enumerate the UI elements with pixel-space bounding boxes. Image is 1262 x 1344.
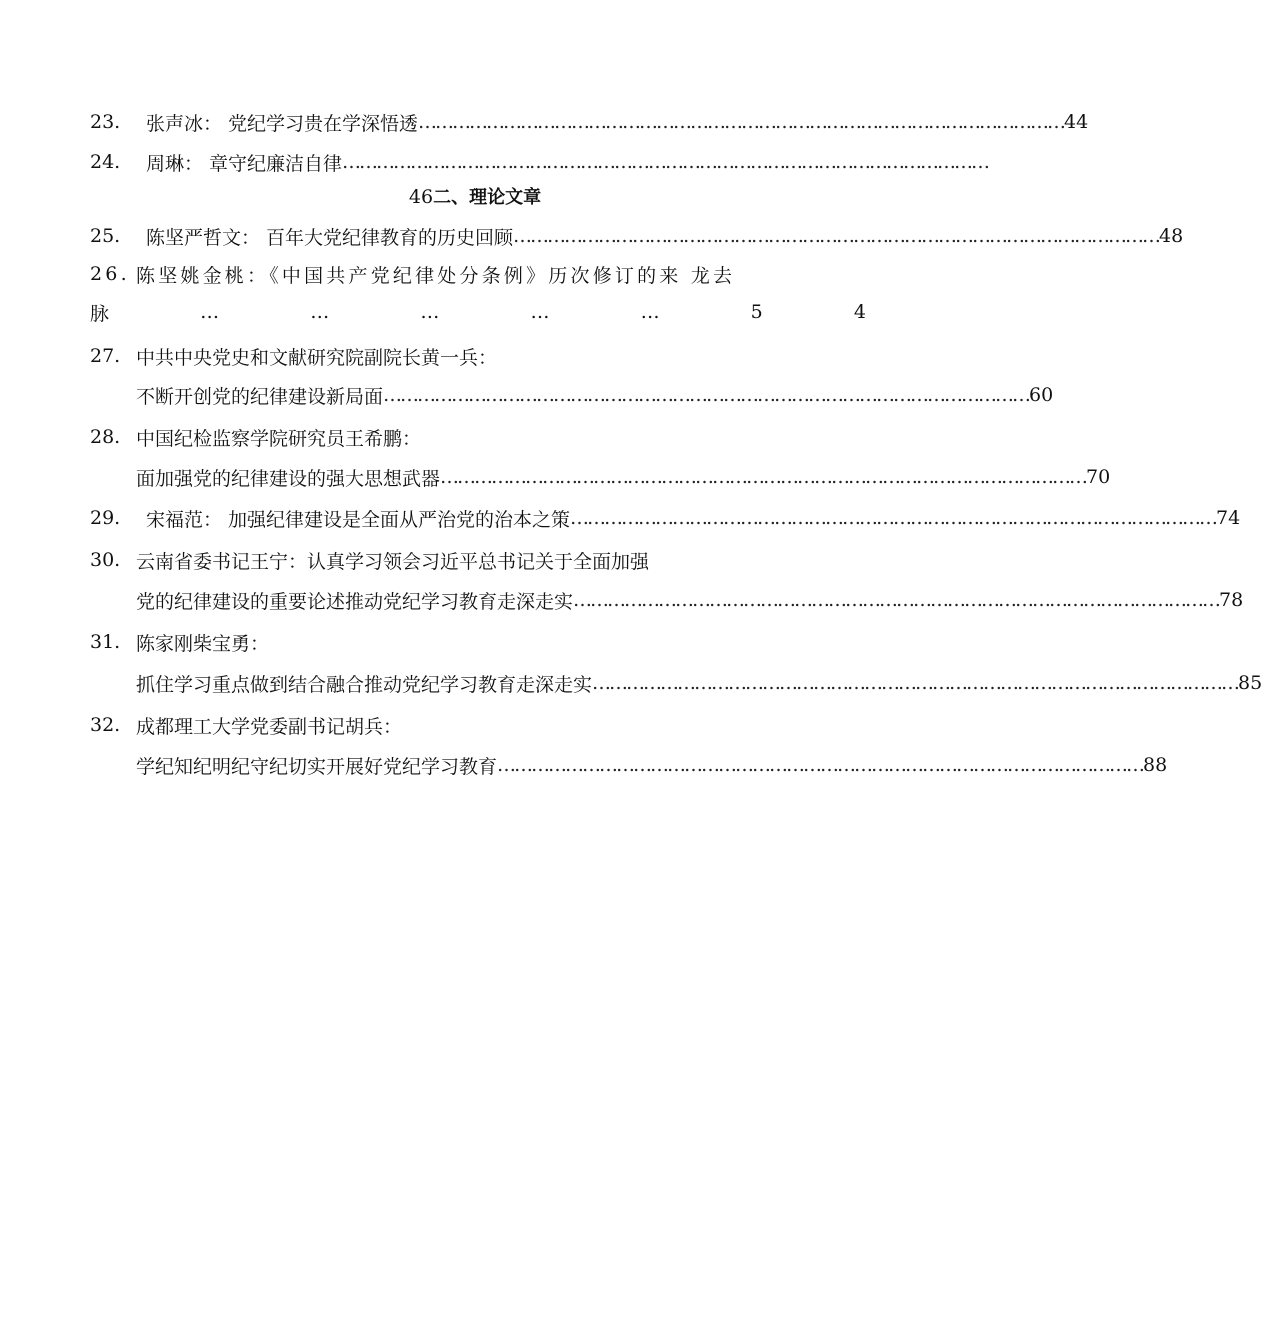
toc-entry-28[interactable] xyxy=(90,419,866,455)
toc-entry-31[interactable] xyxy=(90,624,866,660)
entry-title: 张声冰： 党纪学习贵在学深悟透 xyxy=(146,112,419,135)
leader-dots: …………………………………………………………………………………………………… xyxy=(418,111,1065,133)
section-heading xyxy=(0,180,950,214)
leader-dots: …………………………………………………………………………………………………… xyxy=(497,754,1144,776)
ellipsis: … xyxy=(640,301,660,323)
toc-entry-32[interactable] xyxy=(90,707,866,743)
entry-title: 成都理工大学党委副书记胡兵： xyxy=(136,715,403,738)
entry-subtitle: 不断开创党的纪律建设新局面 xyxy=(136,385,384,408)
leader-dots: …………………………………………………………………………………………………… xyxy=(573,589,1220,611)
entry-title: 陈坚严哲文： 百年大党纪律教育的历史回顾 xyxy=(146,226,514,249)
toc-entry-28-subtitle[interactable] xyxy=(136,459,1111,495)
entry-number: 26. xyxy=(90,263,130,285)
leader-dots: …………………………………………………………………………………………………… xyxy=(440,466,1087,488)
leader-dots: …………………………………………………………………………………………………… xyxy=(342,151,989,173)
page-digit: 4 xyxy=(853,301,866,323)
leader-dots: …………………………………………………………………………………………………… xyxy=(383,384,1030,406)
ellipsis: … xyxy=(200,301,220,323)
entry-number: 23. xyxy=(90,111,121,133)
page-number: 44 xyxy=(1064,111,1089,133)
toc-entry-32-subtitle[interactable] xyxy=(136,747,1168,783)
leader-dots: …………………………………………………………………………………………………… xyxy=(570,507,1217,529)
toc-entry-30[interactable] xyxy=(90,542,866,578)
toc-entry-23[interactable] xyxy=(90,104,1089,140)
entry-subtitle: 抓住学习重点做到结合融合推动党纪学习教育走深走实 xyxy=(136,673,593,696)
page-number: 88 xyxy=(1143,754,1168,776)
heading-text: 二、理论文章 xyxy=(433,187,542,208)
ellipsis: … xyxy=(310,301,330,323)
page-number: 78 xyxy=(1219,589,1244,611)
toc-entry-31-subtitle[interactable] xyxy=(136,665,1262,701)
entry-number: 25. xyxy=(90,225,121,247)
page-digit: 5 xyxy=(750,301,763,323)
toc-entry-27-subtitle[interactable] xyxy=(136,377,1054,413)
toc-entry-30-subtitle[interactable] xyxy=(136,582,1244,618)
page-number: 48 xyxy=(1159,225,1184,247)
entry-title: 中国纪检监察学院研究员王希鹏： xyxy=(136,427,422,450)
page-number: 60 xyxy=(1029,384,1054,406)
entry-title: 周琳： 章守纪廉洁自律 xyxy=(146,152,343,175)
entry-title: 陈家刚柴宝勇： xyxy=(136,632,270,655)
heading-page-prefix: 46 xyxy=(408,186,434,208)
continuation-text: 脉 xyxy=(90,302,110,325)
page-number: 85 xyxy=(1238,672,1262,694)
toc-entry-27[interactable] xyxy=(90,338,866,374)
toc-entry-24[interactable] xyxy=(90,144,989,180)
entry-number: 30. xyxy=(90,549,121,571)
toc-entry-26[interactable] xyxy=(90,256,866,292)
entry-subtitle: 党的纪律建设的重要论述推动党纪学习教育走深走实 xyxy=(136,590,574,613)
entry-subtitle: 面加强党的纪律建设的强大思想武器 xyxy=(136,467,441,490)
entry-title: 中共中央党史和文献研究院副院长黄一兵： xyxy=(136,346,498,369)
entry-title: 陈坚姚金桃：《中国共产党纪律处分条例》历次修订的来 龙去 xyxy=(136,264,736,287)
toc-entry-29[interactable] xyxy=(90,500,1241,536)
page-number: 70 xyxy=(1086,466,1111,488)
toc-entry-25[interactable] xyxy=(90,218,1184,254)
entry-subtitle: 学纪知纪明纪守纪切实开展好党纪学习教育 xyxy=(136,755,498,778)
page-number: 74 xyxy=(1216,507,1241,529)
entry-number: 32. xyxy=(90,714,121,736)
entry-number: 31. xyxy=(90,631,121,653)
entry-number: 29. xyxy=(90,507,121,529)
ellipsis: … xyxy=(420,301,440,323)
entry-number: 27. xyxy=(90,345,121,367)
entry-number: 28. xyxy=(90,426,121,448)
toc-entry-26-continuation xyxy=(90,294,866,330)
entry-title: 云南省委书记王宁：认真学习领会习近平总书记关于全面加强 xyxy=(136,550,650,573)
entry-title: 宋福范： 加强纪律建设是全面从严治党的治本之策 xyxy=(146,508,571,531)
leader-dots: …………………………………………………………………………………………………… xyxy=(513,225,1160,247)
leader-dots: …………………………………………………………………………………………………… xyxy=(592,672,1239,694)
ellipsis: … xyxy=(530,301,550,323)
entry-number: 24. xyxy=(90,151,121,173)
